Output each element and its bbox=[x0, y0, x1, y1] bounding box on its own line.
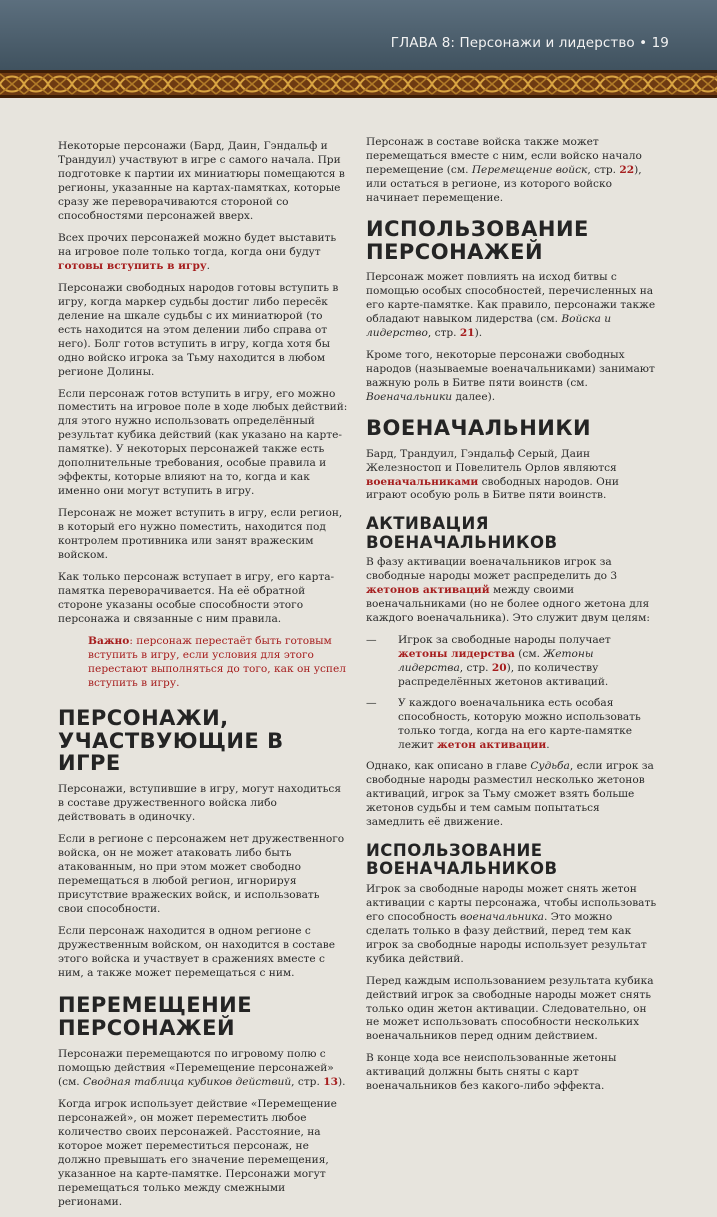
chapter-title: ГЛАВА 8: Персонажи и лидерство • 19 bbox=[390, 35, 669, 51]
reference-title: военачальника bbox=[460, 910, 544, 923]
keyword-activation-token: жетон активации bbox=[437, 739, 547, 752]
reference-title: Перемещение войск bbox=[471, 163, 588, 176]
fate-paragraph bbox=[366, 760, 658, 830]
text: , если игрок за свободные народы разместил несколько жетонов активаций, игрок за Тьму сможет взять больше жетонов судьбы и тем самым попытаться замедлить её движение. bbox=[366, 759, 654, 828]
text: Однако, как описано в главе bbox=[366, 759, 531, 772]
text: Игрок за свободные народы может снять жетон активации с карты персонажа, чтобы использовать его способность bbox=[366, 882, 657, 923]
text: Персонаж в составе войска также может перемещаться вместе с ним, если войско начало перемещение (см. bbox=[366, 136, 642, 176]
movement-paragraph-1 bbox=[58, 1048, 348, 1090]
in-play-paragraph-2: Если в регионе с персонажем нет дружественного войска, он не может атаковать либо быть атакованным, но при этом может свободно перемещаться в любой регион, игнорируя присутствие вражеских войск, и использовать свои способности. bbox=[58, 832, 345, 915]
in-play-paragraph-3: Если персонаж находится в одном регионе с дружественным войском, он находится в составе этого войска и участвует в сражениях вместе с ним, а также может перемещаться с ним. bbox=[58, 924, 335, 979]
list-item bbox=[366, 634, 658, 690]
heading-using-commanders: ИСПОЛЬЗОВАНИЕ ВОЕНАЧАЛЬНИКОВ bbox=[366, 840, 558, 879]
text: свободных народов. Они играют особую роль в Битве пяти воинств. bbox=[366, 475, 619, 502]
reference-title: Военачальники bbox=[366, 390, 453, 403]
text: , стр. bbox=[459, 662, 492, 675]
text: В фазу активации военачальников игрок за свободные народы может распределить до 3 bbox=[366, 556, 618, 583]
using-paragraph-1 bbox=[366, 271, 658, 341]
placement-paragraph: Если персонаж готов вступить в игру, его можно поместить на игровое поле в ходе любых действий: для этого нужно использовать определённый результат кубика действий (как указано на карте-памятке). У некоторых персонажей также есть дополнительные требования, особые правила и эффекты, которые влияют на то, когда и как именно они могут вступить в игру. bbox=[58, 387, 348, 498]
dash-marker: — bbox=[366, 634, 377, 647]
text: , стр. bbox=[587, 163, 620, 176]
text: . Это можно сделать только в фазу действий, перед тем как игрок за свободные народы использует результат кубика действий. bbox=[366, 910, 647, 965]
reference-title: Жетоны лидерства bbox=[398, 648, 594, 675]
use-commanders-paragraph-2: Перед каждым использованием результата кубика действий игрок за свободные народы может снять только один жетон активации. Следовательно, он не может использовать способности нескольких военачальников перед одним действием. bbox=[366, 974, 654, 1043]
heading-characters-in-play: ПЕРСОНАЖИ, УЧАСТВУЮЩИЕ В ИГРЕ bbox=[58, 705, 284, 776]
use-commanders-paragraph-1 bbox=[366, 883, 658, 967]
heading-commander-activation: АКТИВАЦИЯ ВОЕНАЧАЛЬНИКОВ bbox=[366, 514, 558, 552]
text: Бард, Трандуил, Гэндальф Серый, Даин Железностоп и Повелитель Орлов являются bbox=[366, 447, 617, 474]
text: (см. bbox=[514, 648, 544, 661]
army-movement-paragraph bbox=[366, 136, 658, 206]
text: , стр. bbox=[427, 327, 460, 340]
card-flip-paragraph: Как только персонаж вступает в игру, его карта-памятка переворачивается. На её обратной стороне указаны особые способности этого персонажа и связанные с ним правила. bbox=[58, 571, 335, 626]
page-header bbox=[0, 0, 717, 70]
text: , стр. bbox=[291, 1075, 324, 1088]
reference-title: Судьба bbox=[530, 759, 570, 772]
restriction-paragraph: Персонаж не может вступить в игру, если регион, в который его нужно поместить, находится под контролем противника или занят вражеским войском. bbox=[58, 507, 343, 562]
knot-pattern-icon bbox=[0, 70, 717, 98]
text: Персонажи перемещаются по игровому полю с помощью действия «Перемещение персонажей» (см. bbox=[58, 1047, 334, 1088]
text: далее). bbox=[452, 390, 496, 403]
using-paragraph-2 bbox=[366, 349, 658, 405]
use-commanders-paragraph-3: В конце хода все неиспользованные жетоны активаций должны быть сняты с карт военачальников без какого-либо эффекта. bbox=[366, 1052, 617, 1093]
keyword-commanders: военачальниками bbox=[366, 475, 479, 488]
keyword-leadership-tokens: жетоны лидерства bbox=[398, 648, 515, 661]
text: У каждого военачальника есть особая способность, которую можно использовать только тогда, когда на его карте-памятке лежит bbox=[398, 697, 641, 752]
text: ). bbox=[474, 327, 483, 340]
dash-marker: — bbox=[366, 697, 377, 710]
text: ). bbox=[337, 1075, 346, 1088]
text: Кроме того, некоторые персонажи свободных народов (называемые военачальниками) занимают важную роль в Битве пяти воинств (см. bbox=[366, 349, 655, 389]
important-note bbox=[88, 635, 348, 691]
heading-commanders: ВОЕНАЧАЛЬНИКИ bbox=[366, 415, 592, 440]
activation-paragraph bbox=[366, 556, 658, 626]
list-item-text bbox=[398, 697, 658, 753]
reference-title: Сводная таблица кубиков действий bbox=[83, 1075, 292, 1088]
page-reference: 21 bbox=[459, 327, 475, 340]
heading-using-characters: ИСПОЛЬЗОВАНИЕ ПЕРСОНАЖЕЙ bbox=[366, 216, 589, 264]
text: Всех прочих персонажей можно будет выставить на игровое поле только тогда, когда они будут bbox=[58, 231, 337, 258]
list-item-text bbox=[398, 634, 658, 690]
note-text: : персонаж перестаёт быть готовым вступить в игру, если условия для этого перестают выполняться до того, как он успел вступить в игру. bbox=[88, 635, 346, 689]
intro-paragraph: Некоторые персонажи (Бард, Даин, Гэндальф и Трандуил) участвуют в игре с самого начала. При подготовке к партии их миниатюры помещаются в регионы, указанные на картах-памятках, которые сразу же переворачиваются стороной со способностями персонажей вверх. bbox=[58, 140, 345, 222]
page-reference: 20 bbox=[491, 662, 507, 675]
in-play-paragraph-1: Персонажи, вступившие в игру, могут находиться в составе дружественного войска либо действовать в одиночку. bbox=[58, 782, 342, 823]
text: Персонаж может повлиять на исход битвы с помощью особых способностей, перечисленных на его карте-памятке. Как правило, персонажи также обладают навыком лидерства (см. bbox=[366, 271, 656, 326]
text: . bbox=[546, 739, 550, 752]
page-reference: 22 bbox=[619, 163, 635, 176]
left-column bbox=[58, 140, 348, 1217]
free-peoples-paragraph: Персонажи свободных народов готовы вступить в игру, когда маркер судьбы достиг либо пересёк деление на шкале судьбы с их миниатюрой (то есть находится на этом делении либо справа от него). Болг готов вступить в игру, когда хотя бы одно войско игрока за Тьму находится в любом регионе Долины. bbox=[58, 281, 339, 378]
text: ), по количеству распределённых жетонов активаций. bbox=[398, 662, 609, 689]
right-column bbox=[366, 136, 658, 1102]
keyword-ready: готовы вступить в игру bbox=[58, 259, 207, 272]
movement-paragraph-2: Когда игрок использует действие «Перемещение персонажей», он может переместить любое количество своих персонажей. Расстояние, на которое может переместиться персонаж, не должно превышать его значение перемещения, указанное на карте-памятке. Персонажи могут перемещаться только между смежными регионами. bbox=[58, 1097, 337, 1208]
ready-paragraph bbox=[58, 232, 348, 274]
decorative-knot-band bbox=[0, 70, 717, 98]
text: Игрок за свободные народы получает bbox=[398, 634, 611, 647]
note-label: Важно bbox=[88, 635, 130, 647]
text: между своими военачальниками (но не более одного жетона для каждого военачальника). Это служит двум целям: bbox=[366, 584, 650, 625]
text: . bbox=[206, 259, 211, 272]
keyword-activation-tokens: жетонов активаций bbox=[366, 584, 490, 597]
commanders-paragraph bbox=[366, 448, 658, 504]
reference-title: Войска и лидерство bbox=[366, 313, 612, 340]
text: ), или остаться в регионе, из которого войско начинает перемещение. bbox=[366, 163, 642, 204]
heading-character-movement: ПЕРЕМЕЩЕНИЕ ПЕРСОНАЖЕЙ bbox=[58, 993, 253, 1041]
list-item bbox=[366, 697, 658, 753]
page-reference: 13 bbox=[323, 1075, 338, 1088]
